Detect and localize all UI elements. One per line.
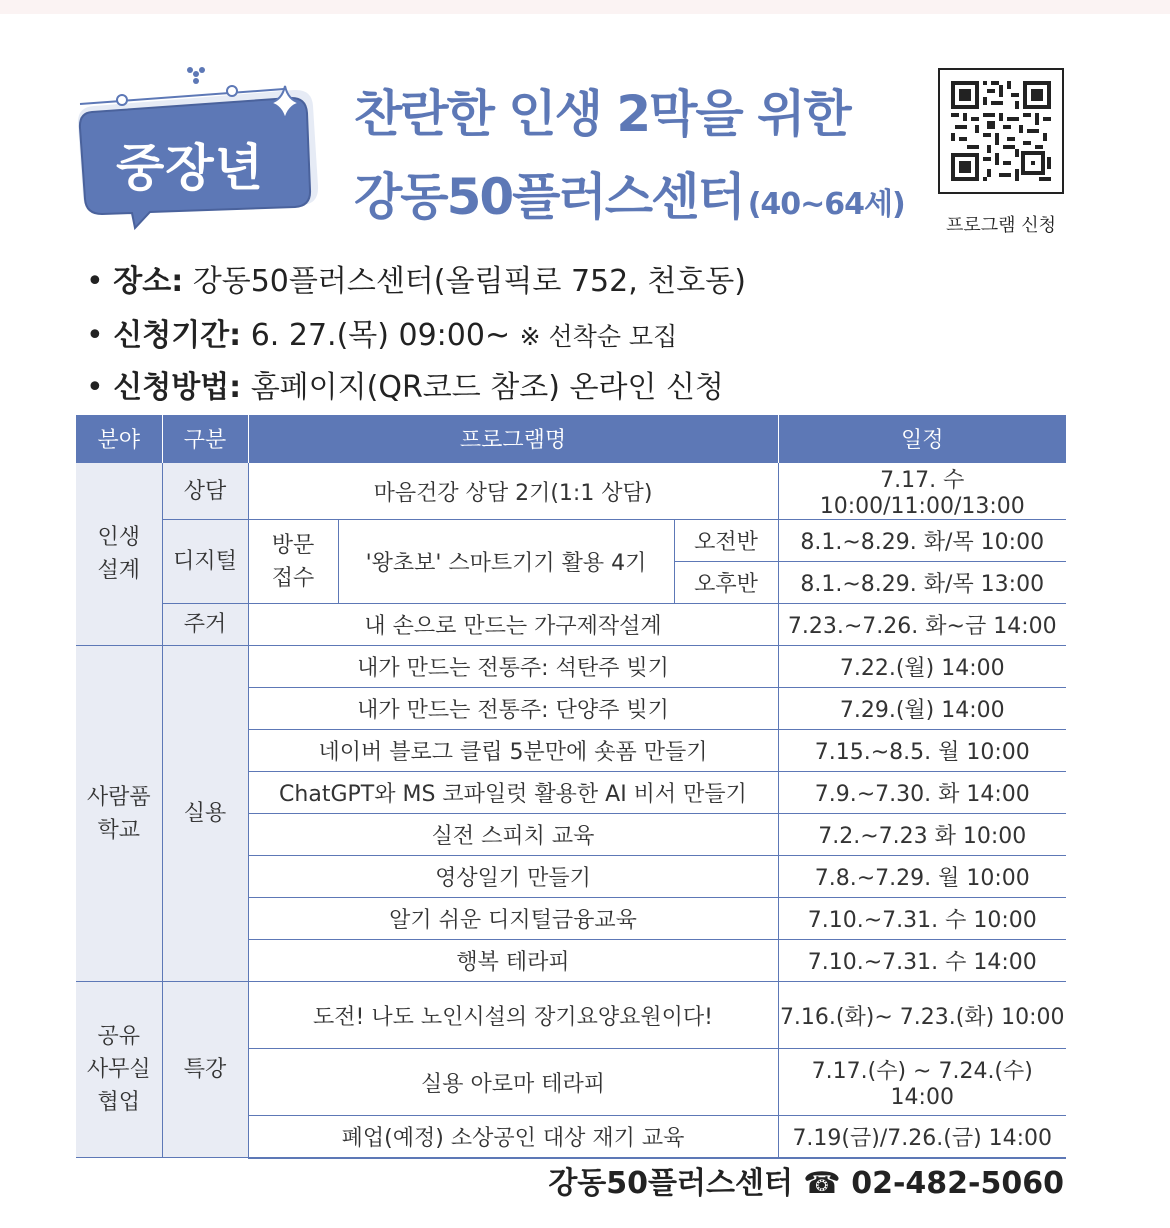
schedule-cell: 7.19(금)/7.26.(금) 14:00: [778, 1116, 1066, 1158]
qr-label: 프로그램 신청: [945, 215, 1057, 236]
category-cell: 디지털: [162, 520, 248, 604]
schedule-cell: 7.2.~7.23 화 10:00: [778, 814, 1066, 856]
schedule-cell: 7.10.~7.31. 수 14:00: [778, 940, 1066, 982]
schedule-cell: 7.10.~7.31. 수 10:00: [778, 898, 1066, 940]
info-period: • 신청기간: 6. 27.(목) 09:00~ ※ 선착순 모집: [86, 318, 678, 353]
header-schedule: 일정: [778, 415, 1066, 463]
program-cell: 내가 만드는 전통주: 단양주 빚기: [248, 688, 778, 730]
main-title-line2: [354, 157, 905, 229]
place-label: 장소:: [113, 264, 184, 299]
schedule-cell: 7.23.~7.26. 화~금 14:00: [778, 604, 1066, 646]
schedule-cell: 8.1.~8.29. 화/목 13:00: [778, 562, 1066, 604]
period-label: 신청기간:: [113, 318, 242, 353]
center-name: 강동50플러스센터: [354, 168, 744, 226]
field-cell: 사람품 학교: [76, 646, 162, 982]
session-cell: 오전반: [674, 520, 778, 562]
table-header-row: [76, 415, 1066, 463]
period-note: ※ 선착순 모집: [519, 322, 678, 351]
program-cell: 내 손으로 만드는 가구제작설계: [248, 604, 778, 646]
program-cell: 실전 스피치 교육: [248, 814, 778, 856]
header-field: 분야: [76, 415, 162, 463]
sub-category-cell: 방문 접수: [248, 520, 338, 604]
program-cell: 영상일기 만들기: [248, 856, 778, 898]
table-row: [76, 604, 1066, 646]
schedule-cell: 7.16.(화)~ 7.23.(화) 10:00: [778, 982, 1066, 1049]
footer-contact: [548, 1158, 1064, 1202]
telephone-icon: ☎: [803, 1166, 841, 1201]
category-badge: [72, 66, 322, 231]
field-cell: 공유 사무실 협업: [76, 982, 162, 1158]
program-cell: 마음건강 상담 2기(1:1 상담): [248, 463, 778, 520]
period-value: 6. 27.(목) 09:00~: [250, 318, 511, 353]
category-cell: 상담: [162, 463, 248, 520]
method-value: 홈페이지(QR코드 참조) 온라인 신청: [250, 370, 724, 405]
schedule-cell: 7.8.~7.29. 월 10:00: [778, 856, 1066, 898]
program-cell: 폐업(예정) 소상공인 대상 재기 교육: [248, 1116, 778, 1158]
qr-code[interactable]: [938, 68, 1064, 194]
age-range: (40~64세): [747, 187, 905, 222]
method-label: 신청방법:: [113, 370, 242, 405]
badge-label: 중장년: [116, 139, 264, 197]
info-method: • 신청방법: 홈페이지(QR코드 참조) 온라인 신청: [86, 370, 724, 405]
header-category: 구분: [162, 415, 248, 463]
table-row: [76, 463, 1066, 520]
schedule-cell: 7.9.~7.30. 화 14:00: [778, 772, 1066, 814]
place-value: 강동50플러스센터(올림픽로 752, 천호동): [192, 264, 746, 299]
schedule-cell: 7.22.(월) 14:00: [778, 646, 1066, 688]
category-cell: 실용: [162, 646, 248, 982]
program-cell: 실용 아로마 테라피: [248, 1049, 778, 1116]
top-band: [0, 0, 1170, 14]
main-title-line1: 찬란한 인생 2막을 위한: [354, 85, 850, 143]
schedule-cell: 8.1.~8.29. 화/목 10:00: [778, 520, 1066, 562]
program-cell: 내가 만드는 전통주: 석탄주 빚기: [248, 646, 778, 688]
table-row: [76, 982, 1066, 1049]
program-cell: 알기 쉬운 디지털금융교육: [248, 898, 778, 940]
program-cell: '왕초보' 스마트기기 활용 4기: [338, 520, 674, 604]
program-cell: 도전! 나도 노인시설의 장기요양요원이다!: [248, 982, 778, 1049]
schedule-cell: 7.17.(수) ~ 7.24.(수) 14:00: [778, 1049, 1066, 1116]
session-cell: 오후반: [674, 562, 778, 604]
footer-phone[interactable]: 02-482-5060: [851, 1166, 1064, 1201]
footer-center-name: 강동50플러스센터: [548, 1166, 793, 1201]
program-cell: ChatGPT와 MS 코파일럿 활용한 AI 비서 만들기: [248, 772, 778, 814]
schedule-cell: 7.15.~8.5. 월 10:00: [778, 730, 1066, 772]
table-row: [76, 520, 1066, 562]
category-cell: 특강: [162, 982, 248, 1158]
field-cell: 인생 설계: [76, 463, 162, 646]
schedule-cell: 7.29.(월) 14:00: [778, 688, 1066, 730]
category-cell: 주거: [162, 604, 248, 646]
schedule-cell: 7.17. 수 10:00/11:00/13:00: [778, 463, 1066, 520]
header-program: 프로그램명: [248, 415, 778, 463]
program-cell: 네이버 블로그 클립 5분만에 숏폼 만들기: [248, 730, 778, 772]
program-cell: 행복 테라피: [248, 940, 778, 982]
info-place: • 장소: 강동50플러스센터(올림픽로 752, 천호동): [86, 264, 746, 299]
table-row: [76, 646, 1066, 688]
program-schedule-table: [76, 415, 1066, 1159]
